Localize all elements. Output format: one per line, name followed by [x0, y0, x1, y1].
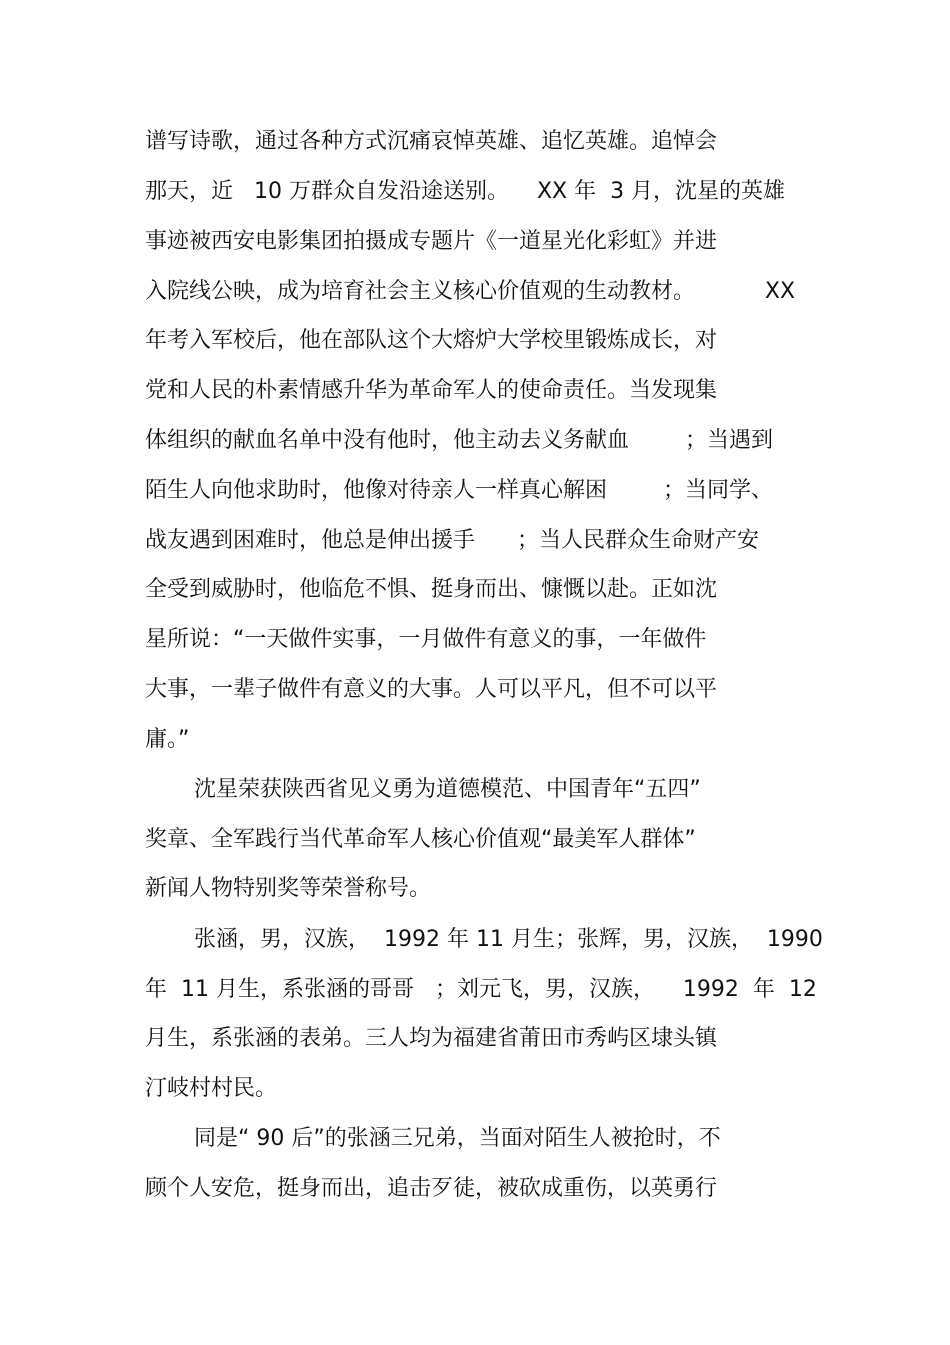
text-line-15: 奖章、全军践行当代革命军人核心价值观“最美军人群体”	[145, 827, 696, 852]
text-line-1: 谱写诗歌，通过各种方式沉痛哀悼英雄、追忆英雄。追悼会	[145, 129, 718, 154]
text-line-5: 年考入军校后，他在部队这个大熔炉大学校里锻炼成长，对	[145, 328, 718, 353]
text-line-8: 陌生人向他求助时，他像对待亲人一样真心解困 ；当同学、	[145, 478, 773, 503]
text-line-6: 党和人民的朴素情感升华为革命军人的使命责任。当发现集	[145, 378, 718, 403]
text-line-20: 汀岐村村民。	[145, 1076, 278, 1101]
text-line-18: 年 11 月生，系张涵的哥哥 ；刘元飞，男，汉族， 1992 年 12	[145, 977, 817, 1002]
text-line-22: 顾个人安危，挺身而出，追击歹徒，被砍成重伤，以英勇行	[145, 1176, 718, 1201]
text-line-2: 那天，近 10 万群众自发沿途送别。 XX 年 3 月，沈星的英雄	[145, 179, 786, 204]
text-line-19: 月生，系张涵的表弟。三人均为福建省莆田市秀屿区埭头镇	[145, 1026, 718, 1051]
text-line-4: 入院线公映，成为培育社会主义核心价值观的生动教材。 XX	[145, 279, 796, 304]
text-line-7: 体组织的献血名单中没有他时，他主动去义务献血 ；当遇到	[145, 428, 773, 453]
text-line-16: 新闻人物特别奖等荣誉称号。	[145, 876, 432, 901]
text-line-12: 大事，一辈子做件有意义的大事。人可以平凡，但不可以平	[145, 677, 718, 702]
text-line-17: 张涵，男，汉族， 1992 年 11 月生；张辉，男，汉族， 1990	[194, 927, 823, 952]
text-line-9: 战友遇到困难时，他总是伸出援手 ；当人民群众生命财产安	[145, 528, 759, 553]
text-line-10: 全受到威胁时，他临危不惧、挺身而出、慷慨以赴。正如沈	[145, 577, 718, 602]
text-line-3: 事迹被西安电影集团拍摄成专题片《一道星光化彩虹》并进	[145, 229, 718, 254]
text-line-21: 同是“ 90 后”的张涵三兄弟，当面对陌生人被抢时，不	[194, 1126, 721, 1151]
text-line-13: 庸。”	[145, 727, 190, 752]
text-line-11: 星所说：“一天做件实事，一月做件有意义的事，一年做件	[145, 627, 707, 652]
text-line-14: 沈星荣获陕西省见义勇为道德模范、中国青年“五四”	[194, 777, 701, 802]
